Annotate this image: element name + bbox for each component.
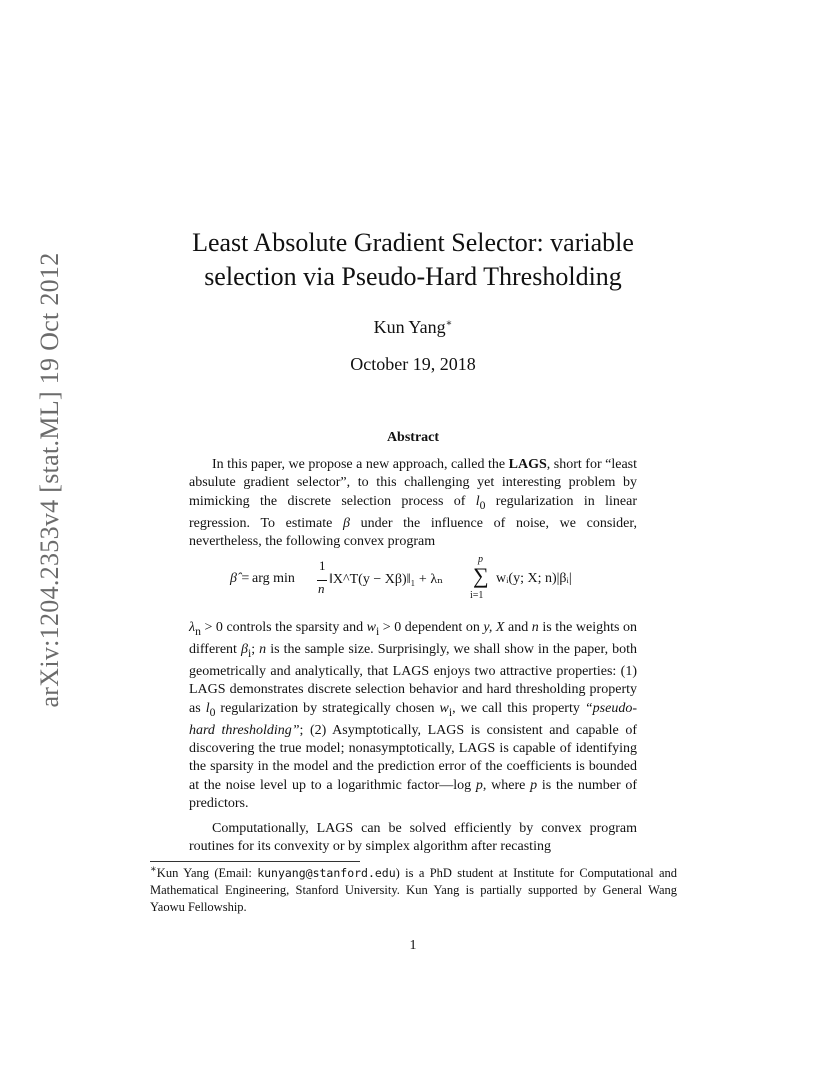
lags-objective-equation [230, 554, 600, 608]
abstract-paragraph-3: Computationally, LAGS can be solved efficiently by convex program routines for its convexity or by simplex algorithm after recasting [189, 821, 637, 855]
footnote-divider [150, 861, 360, 862]
abstract-heading: Abstract [386, 430, 440, 445]
equation-lhs: β̂ = [230, 571, 250, 586]
paper-title [150, 226, 676, 294]
title-line-2: selection via Pseudo-Hard Thresholding [204, 262, 622, 291]
equation-argmin: arg min [252, 571, 295, 586]
equation-fraction-numerator: 1 [319, 558, 326, 573]
abstract-paragraph-1: In this paper, we propose a new approach, called the LAGS, short for “least absulute gradient selector”, to this challenging yet interesting problem by mimicking the discrete selection process of $l_0$ regularization in linear regression. To estimate β under the influence of noise, we consider, nevertheless, the following convex program [189, 457, 637, 549]
paper-date: October 19, 2018 [350, 354, 476, 374]
author-name: Kun Yang∗ [373, 317, 453, 337]
author-email: kunyang@stanford.edu [257, 866, 396, 880]
page-number: 1 [409, 938, 417, 953]
equation-sum-lower: i=1 [470, 590, 484, 601]
equation-weighted-term: wᵢ(y; X; n)|βᵢ| [496, 571, 572, 586]
author-footnote: ∗Kun Yang (Email: kunyang@stanford.edu) is a PhD student at Institute for Computational and Mathematical Engineering, Stanford University. Kun Yang is partially supported by General Wang Yaowu Fellowship. [150, 863, 678, 914]
equation-sum-symbol: ∑ [473, 563, 489, 588]
title-line-1: Least Absolute Gradient Selector: variable [192, 228, 634, 257]
equation-fraction-denominator: n [318, 581, 325, 596]
abstract-paragraph-2: $\lambda_n > 0$ controls the sparsity and $w_i > 0$ dependent on y, X and n is the weights on different $\beta_i$; n is the sample size. Surprisingly, we shall show in the paper, both geometrically and analytically, that LAGS enjoys two attractive properties: (1) LAGS demonstrates discrete selection behavior and hard thresholding property as $l_0$ regularization by strategically chosen $w_i$, we call this property “pseudo-hard thresholding”; (2) Asymptotically, LAGS is consistent and capable of discovering the true model; nonasymptotically, LAGS is capable of identifying the sparsity in the model and the prediction error of the coefficients is bounded at the noise level up to a logarithmic factor—log p, where p is the number of predictors. [189, 620, 638, 812]
equation-norm-term: ‖X^T(y − Xβ)‖₁ + λₙ [329, 572, 444, 587]
equation-sum-upper: p [478, 554, 483, 565]
author-footnote-mark: ∗ [445, 318, 453, 329]
arxiv-identifier-stamp: arXiv:1204.2353v4 [stat.ML] 19 Oct 2012 [35, 252, 64, 708]
